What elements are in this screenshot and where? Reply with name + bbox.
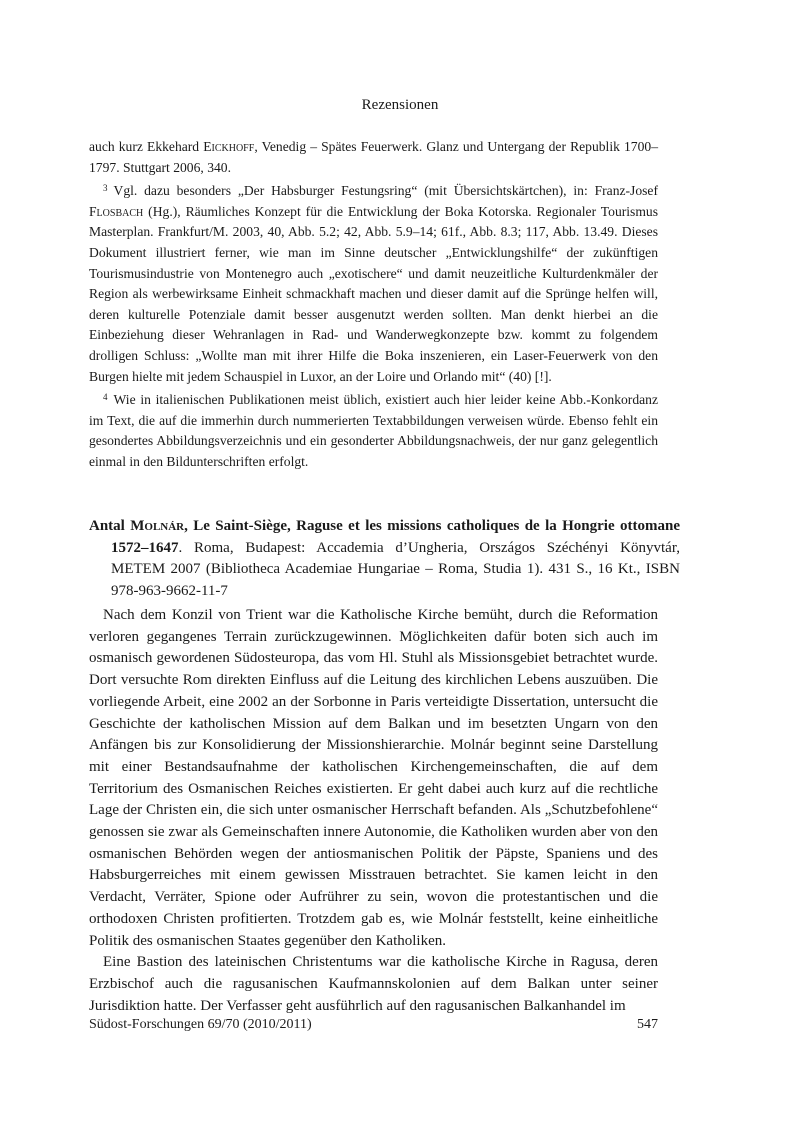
- footnote-continuation: [89, 137, 658, 178]
- footnotes-block: [89, 137, 658, 473]
- page-footer: [89, 1017, 658, 1033]
- journal-citation: Südost-Forschungen 69/70 (2010/2011): [89, 1017, 312, 1032]
- note-text: Wie in italienischen Publikationen meist üblich, existiert auch hier leider keine Abb.-Konkordanz im Text, die auf die immerhin durch nummerierten Textabbildungen verweisen würde. Ebenso fehlt ein gesondertes Abbildungsverzeichnis und ein gesonderter Abbildungsnachweis, der nur ganz gelegentlich einmal in den Bildunterschriften erfolgt.: [89, 392, 658, 469]
- note-text: Vgl. dazu besonders „Der Habsburger Festungsring“ (mit Übersichtskärtchen), in: Franz-Josef: [113, 183, 658, 199]
- review-heading: [89, 516, 680, 602]
- author-first-name: Antal: [89, 518, 131, 534]
- footnote-3: [89, 178, 658, 387]
- author-name: Flosbach: [89, 203, 144, 219]
- footnote-number: 4: [103, 392, 108, 403]
- note-text: , Venedig – Spätes Feuerwerk. Glanz und Untergang der Republik 1700–1797. Stuttgart 2006, 340.: [89, 139, 658, 175]
- body-paragraph: Eine Bastion des lateinischen Christentums war die katholische Kirche in Ragusa, deren Erzbischof auch die ragusanischen Kaufmannskolonien auf dem Balkan unter seiner Jurisdiktion hatte. Der Verfasser geht ausführlich auf den ragusanischen Balkanhandel im: [89, 954, 658, 1014]
- note-text: (Hg.), Räumliches Konzept für die Entwicklung der Boka Kotorska. Regionaler Tourismus Masterplan. Frankfurt/M. 2003, 40, Abb. 5.2; 42, Abb. 5.9–14; 61f., Abb. 8.3; 117, Abb. 13.49. Dieses Dokument illustriert ferner, wie man im Sinne deutscher „Entwicklungshilfe“ der zukünftigen Tourismusindustrie von Montenegro auch „exotischere“ und damit neuzeitliche Kulturdenkmäler der Region als werbewirksame Einheit schmackhaft machen und dieser damit auf die Sprünge helfen will, deren kulturelle Potenziale damit besser ausgenutzt werden sollten. Man denkt hierbei an die Einbeziehung dieser Wehranlagen in Rad- und Wanderwegkonzepte bzw. kommt zu folgendem drolligen Schluss: „Wollte man mit ihrer Hilfe die Boka inszenieren, ein Laser-Feuerwerk von den Burgen hielte mit jedem Schauspiel in Luxor, an der Loire und Orlando mit“ (40) [!].: [89, 203, 658, 384]
- review-bibliography: . Roma, Budapest: Accademia d’Ungheria, Országos Széchényi Könyvtár, METEM 2007 (Bibliotheca Academiae Hungariae – Roma, Studia 1). 431 S., 16 Kt., ISBN 978-963-9662-11-7: [111, 539, 680, 599]
- author-name: Eickhoff: [203, 139, 255, 154]
- author-last-name: Molnár: [130, 518, 185, 534]
- body-paragraph: Nach dem Konzil von Trient war die Katholische Kirche bemüht, durch die Reformation verloren gegangenes Terrain zurückzugewinnen. Möglichkeiten dafür boten sich auch im osmanisch gewordenen Südosteuropa, das vom Hl. Stuhl als Missionsgebiet betrachtet wurde. Dort versuchte Rom direkten Einfluss auf die Leitung des kirchlichen Lebens auszuüben. Die vorliegende Arbeit, eine 2002 an der Sorbonne in Paris verteidigte Dissertation, untersucht die Geschichte der katholischen Mission auf dem Balkan und im besetzten Ungarn von den Anfängen bis zur Konsolidierung der Missionshierarchie. Molnár beginnt seine Darstellung mit einer Bestandsaufnahme der katholischen Kirchengemeinschaften, die auf dem Territorium des Osmanischen Reiches existierten. Er geht dabei auch kurz auf die rechtliche Lage der Christen ein, die sich unter osmanischer Herrschaft befanden. Als „Schutzbefohlene“ genossen sie zwar als Gemeinschaften innere Autonomie, die Katholiken wurden aber von den osmanischen Behörden wegen der antiosmanischen Politik der Päpste, Spaniens und des Habsburgerreiches mit einem gewissen Misstrauen betrachtet. Sie kamen leicht in den Verdacht, Verräter, Spione oder Aufrührer zu sein, wovon die protestantischen und die orthodoxen Christen profitierten. Trotzdem gab es, wie Molnár feststellt, keine einheitliche Politik des osmanischen Staates gegenüber den Katholiken.: [89, 607, 658, 949]
- page-number: 547: [637, 1017, 658, 1032]
- review-author: [89, 518, 184, 534]
- running-header: Rezensionen: [361, 97, 439, 113]
- review-body: [89, 605, 658, 1017]
- review-title: , Le Saint-Siège, Raguse et les missions catholiques de la Hongrie ottomane 1572–1647: [111, 518, 681, 556]
- note-text: auch kurz Ekkehard: [89, 139, 204, 154]
- footnote-4: [89, 387, 658, 472]
- footnote-number: 3: [103, 183, 108, 194]
